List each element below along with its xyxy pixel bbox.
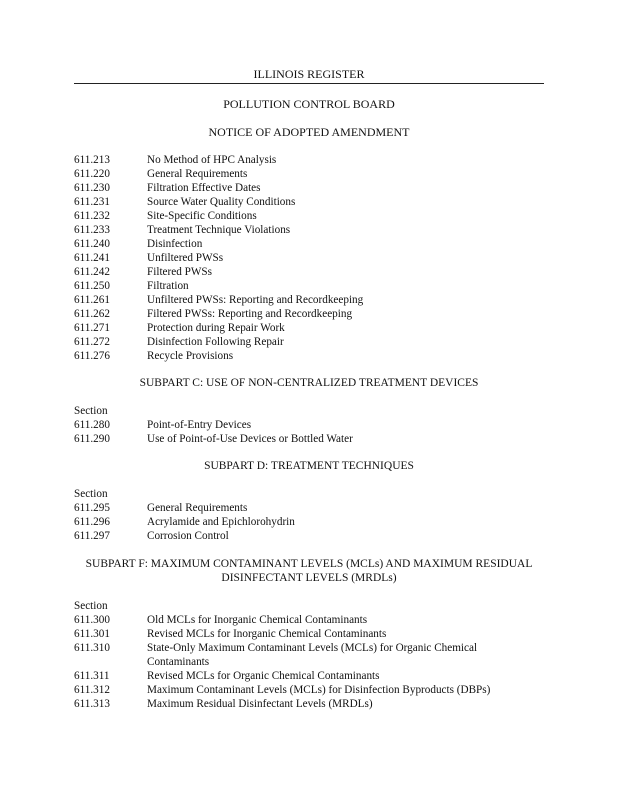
list-item: [74, 237, 554, 251]
list-item: [74, 515, 554, 529]
list-item: [74, 251, 554, 265]
section-title: No Method of HPC Analysis: [147, 154, 277, 166]
section-number: 611.312: [74, 684, 110, 696]
section-title: Maximum Residual Disinfectant Levels (MRDLs): [147, 698, 373, 710]
section-title: Filtration Effective Dates: [147, 182, 261, 194]
section-number: 611.250: [74, 280, 110, 292]
list-item: [74, 321, 554, 335]
list-item: [74, 195, 554, 209]
list-item: [74, 153, 554, 167]
section-number: 611.261: [74, 294, 110, 306]
section-number: 611.297: [74, 530, 110, 542]
section-title: Old MCLs for Inorganic Chemical Contaminants: [147, 614, 368, 626]
section-label: Section: [74, 405, 108, 417]
section-number: 611.310: [74, 642, 110, 654]
list-item: [74, 349, 554, 363]
section-number: 611.272: [74, 336, 110, 348]
subpart-d-heading: SUBPART D: TREATMENT TECHNIQUES: [204, 460, 414, 472]
list-item: [74, 501, 554, 515]
section-number: 611.295: [74, 502, 110, 514]
section-number: 611.301: [74, 628, 110, 640]
notice-title: NOTICE OF ADOPTED AMENDMENT: [208, 125, 410, 139]
section-number: 611.242: [74, 266, 110, 278]
section-number: 611.240: [74, 238, 110, 250]
section-number: 611.311: [74, 670, 110, 682]
section-title: Unfiltered PWSs: [147, 252, 224, 264]
section-number: 611.313: [74, 698, 110, 710]
section-title: Use of Point-of-Use Devices or Bottled Water: [147, 433, 353, 445]
section-title: Corrosion Control: [147, 530, 229, 542]
section-number: 611.276: [74, 350, 110, 362]
section-title: General Requirements: [147, 502, 248, 514]
section-number: 611.271: [74, 322, 110, 334]
section-list-subpart-f: [74, 613, 554, 711]
header-rule: [74, 83, 544, 84]
list-item: [74, 279, 554, 293]
list-item: [74, 293, 554, 307]
section-title: Disinfection: [147, 238, 203, 250]
section-title: Filtration: [147, 280, 189, 292]
section-title: Unfiltered PWSs: Reporting and Recordkeeping: [147, 294, 364, 306]
section-list-subpart-c: [74, 418, 554, 446]
list-item: [74, 209, 554, 223]
section-title: Treatment Technique Violations: [147, 224, 291, 236]
section-number: 611.290: [74, 433, 110, 445]
subpart-c-heading: SUBPART C: USE OF NON-CENTRALIZED TREATMENT DEVICES: [139, 377, 479, 389]
board-title: POLLUTION CONTROL BOARD: [223, 97, 395, 111]
list-item: [74, 529, 554, 543]
list-item: [74, 167, 554, 181]
list-item: [74, 641, 514, 669]
section-list-subpart-d: [74, 501, 554, 543]
section-title: State-Only Maximum Contaminant Levels (MCLs) for Organic Chemical Contaminants: [147, 642, 478, 668]
list-item: [74, 335, 554, 349]
section-number: 611.232: [74, 210, 110, 222]
list-item: [74, 669, 554, 683]
list-item: [74, 432, 554, 446]
section-title: Acrylamide and Epichlorohydrin: [147, 516, 295, 528]
section-label: Section: [74, 488, 108, 500]
list-item: [74, 683, 554, 697]
section-title: Recycle Provisions: [147, 350, 234, 362]
section-title: Protection during Repair Work: [147, 322, 285, 334]
section-title: Filtered PWSs: [147, 266, 212, 278]
section-title: Disinfection Following Repair: [147, 336, 284, 348]
section-number: 611.231: [74, 196, 110, 208]
list-item: [74, 223, 554, 237]
section-number: 611.296: [74, 516, 110, 528]
list-item: [74, 265, 554, 279]
list-item: [74, 307, 554, 321]
section-title: Maximum Contaminant Levels (MCLs) for Disinfection Byproducts (DBPs): [147, 684, 491, 696]
section-number: 611.300: [74, 614, 110, 626]
section-number: 611.280: [74, 419, 110, 431]
list-item: [74, 418, 554, 432]
subpart-f-heading-line1: SUBPART F: MAXIMUM CONTAMINANT LEVELS (MCLs) AND MAXIMUM RESIDUAL: [85, 558, 533, 570]
section-title: Source Water Quality Conditions: [147, 196, 296, 208]
section-number: 611.220: [74, 168, 110, 180]
section-number: 611.230: [74, 182, 110, 194]
list-item: [74, 627, 554, 641]
section-title: Revised MCLs for Organic Chemical Contaminants: [147, 670, 380, 682]
list-item: [74, 697, 554, 711]
list-item: [74, 181, 554, 195]
section-title: Site-Specific Conditions: [147, 210, 257, 222]
section-number: 611.262: [74, 308, 110, 320]
section-number: 611.213: [74, 154, 110, 166]
register-title: ILLINOIS REGISTER: [253, 67, 365, 81]
section-label: Section: [74, 600, 108, 612]
section-list-subpart-b: [74, 153, 554, 363]
section-number: 611.241: [74, 252, 110, 264]
section-title: Point-of-Entry Devices: [147, 419, 252, 431]
section-title: General Requirements: [147, 168, 248, 180]
subpart-f-heading-line2: DISINFECTANT LEVELS (MRDLs): [221, 572, 397, 584]
section-number: 611.233: [74, 224, 110, 236]
list-item: [74, 613, 554, 627]
section-title: Filtered PWSs: Reporting and Recordkeeping: [147, 308, 353, 320]
section-title: Revised MCLs for Inorganic Chemical Contaminants: [147, 628, 387, 640]
